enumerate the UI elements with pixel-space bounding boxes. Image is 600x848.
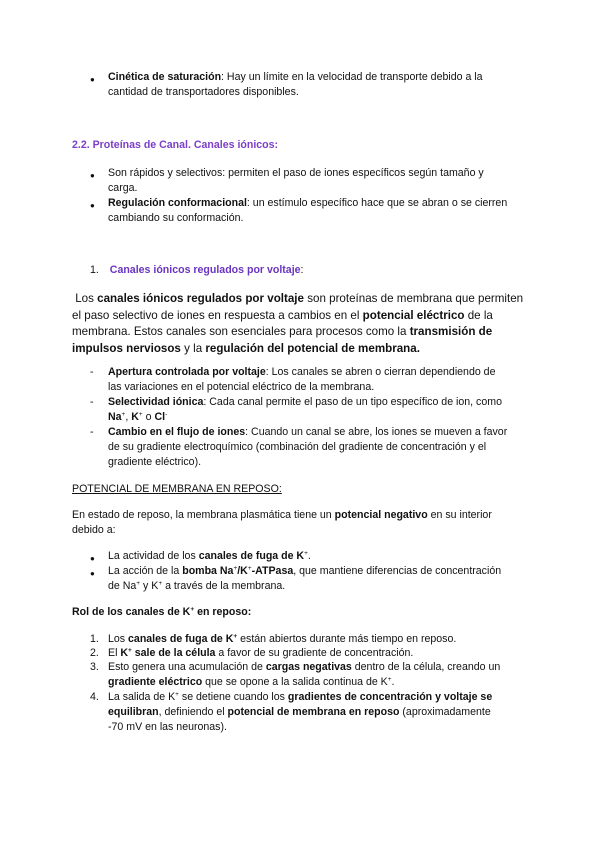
term: Regulación conformacional: [108, 197, 247, 209]
fast-selective-item: [108, 166, 548, 196]
list-number: 1.: [90, 633, 99, 645]
colon: :: [300, 264, 304, 276]
sodium-potassium-pump-item: [108, 564, 548, 594]
voltage-gated-intro-paragraph: [72, 291, 542, 357]
line: Los canales iónicos regulados por voltaje son proteínas de membrana que permiten: [75, 292, 524, 305]
conformational-regulation-item: [108, 196, 548, 226]
line: gradiente eléctrico).: [108, 456, 202, 468]
line: carga.: [108, 182, 138, 194]
line: de su gradiente electroquímico (combinación del gradiente de concentración y el: [108, 441, 487, 453]
text: : un estímulo específico hace que se abran o se cierren: [246, 197, 508, 209]
heading-text: Canales iónicos regulados por voltaje: [109, 264, 301, 276]
line: Cambio en el flujo de iones: Cuando un canal se abre, los iones se mueven a favor: [108, 426, 508, 438]
dash-marker: -: [90, 366, 94, 378]
ionic-selectivity-item: [108, 395, 548, 425]
saturation-kinetics-item: [108, 70, 548, 100]
line: membrana. Estos canales son esenciales para procesos como la transmisión de: [72, 325, 493, 338]
bullet-icon: ●: [90, 75, 95, 84]
voltage-controlled-opening-item: [108, 365, 548, 395]
line: impulsos nerviosos y la regulación del potencial de membrana.: [72, 341, 420, 355]
list-number: 1.: [90, 264, 99, 276]
voltage-gated-heading: [90, 263, 304, 278]
line: [108, 196, 548, 211]
line: [108, 70, 548, 85]
line: gradiente eléctrico que se opone a la salida continua de K+.: [108, 676, 395, 688]
line: cambiando su conformación.: [108, 212, 244, 224]
list-number: 4.: [90, 691, 99, 703]
line: -70 mV en las neuronas).: [108, 721, 227, 733]
role-item-1: [108, 632, 548, 647]
role-item-2: [108, 646, 548, 661]
list-number: 2.: [90, 647, 99, 659]
line: Esto genera una acumulación de cargas negativas dentro de la célula, creando un: [108, 661, 501, 673]
line: En estado de reposo, la membrana plasmática tiene un potencial negativo en su interior: [72, 509, 492, 521]
line: Na+, K+ o Cl-: [108, 411, 168, 423]
line: La acción de la bomba Na+/K+-ATPasa, que mantiene diferencias de concentración: [108, 565, 502, 577]
line: Selectividad iónica: Cada canal permite el paso de un tipo específico de ion, como: [108, 396, 502, 408]
line: debido a:: [72, 524, 116, 536]
dash-marker: -: [90, 396, 94, 408]
dash-marker: -: [90, 426, 94, 438]
line: El K+ sale de la célula a favor de su gradiente de concentración.: [108, 647, 414, 659]
role-item-4: [108, 690, 548, 735]
line: Los canales de fuga de K+ están abiertos durante más tiempo en reposo.: [108, 633, 457, 645]
line: Son rápidos y selectivos: permiten el paso de iones específicos según tamaño y: [108, 167, 484, 179]
bullet-icon: ●: [90, 171, 95, 180]
term: Cinética de saturación: [108, 71, 222, 83]
leak-channels-item: [108, 549, 548, 564]
section-heading-channel-proteins: 2.2. Proteínas de Canal. Canales iónicos:: [72, 139, 279, 151]
line: el paso selectivo de iones en respuesta a cambios en el potencial eléctrico de la: [72, 308, 493, 322]
line: Apertura controlada por voltaje: Los canales se abren o cierran dependiendo de: [108, 366, 496, 378]
resting-potential-paragraph: [72, 508, 542, 538]
text: : Hay un límite en la velocidad de transporte debido a la: [221, 71, 483, 83]
role-item-3: [108, 660, 548, 690]
bullet-icon: ●: [90, 554, 95, 563]
line: equilibran, definiendo el potencial de membrana en reposo (aproximadamente: [108, 706, 491, 718]
potassium-role-heading: Rol de los canales de K+ en reposo:: [72, 606, 252, 618]
bullet-icon: ●: [90, 201, 95, 210]
resting-potential-heading: POTENCIAL DE MEMBRANA EN REPOSO:: [72, 483, 282, 495]
bullet-icon: ●: [90, 569, 95, 578]
line: las variaciones en el potencial eléctrico de la membrana.: [108, 381, 375, 393]
line: cantidad de transportadores disponibles.: [108, 86, 299, 98]
line: de Na+ y K+ a través de la membrana.: [108, 580, 286, 592]
list-number: 3.: [90, 661, 99, 673]
line: La salida de K+ se detiene cuando los gradientes de concentración y voltaje se: [108, 691, 493, 703]
ion-flow-change-item: [108, 425, 548, 470]
line: La actividad de los canales de fuga de K+.: [108, 550, 311, 562]
